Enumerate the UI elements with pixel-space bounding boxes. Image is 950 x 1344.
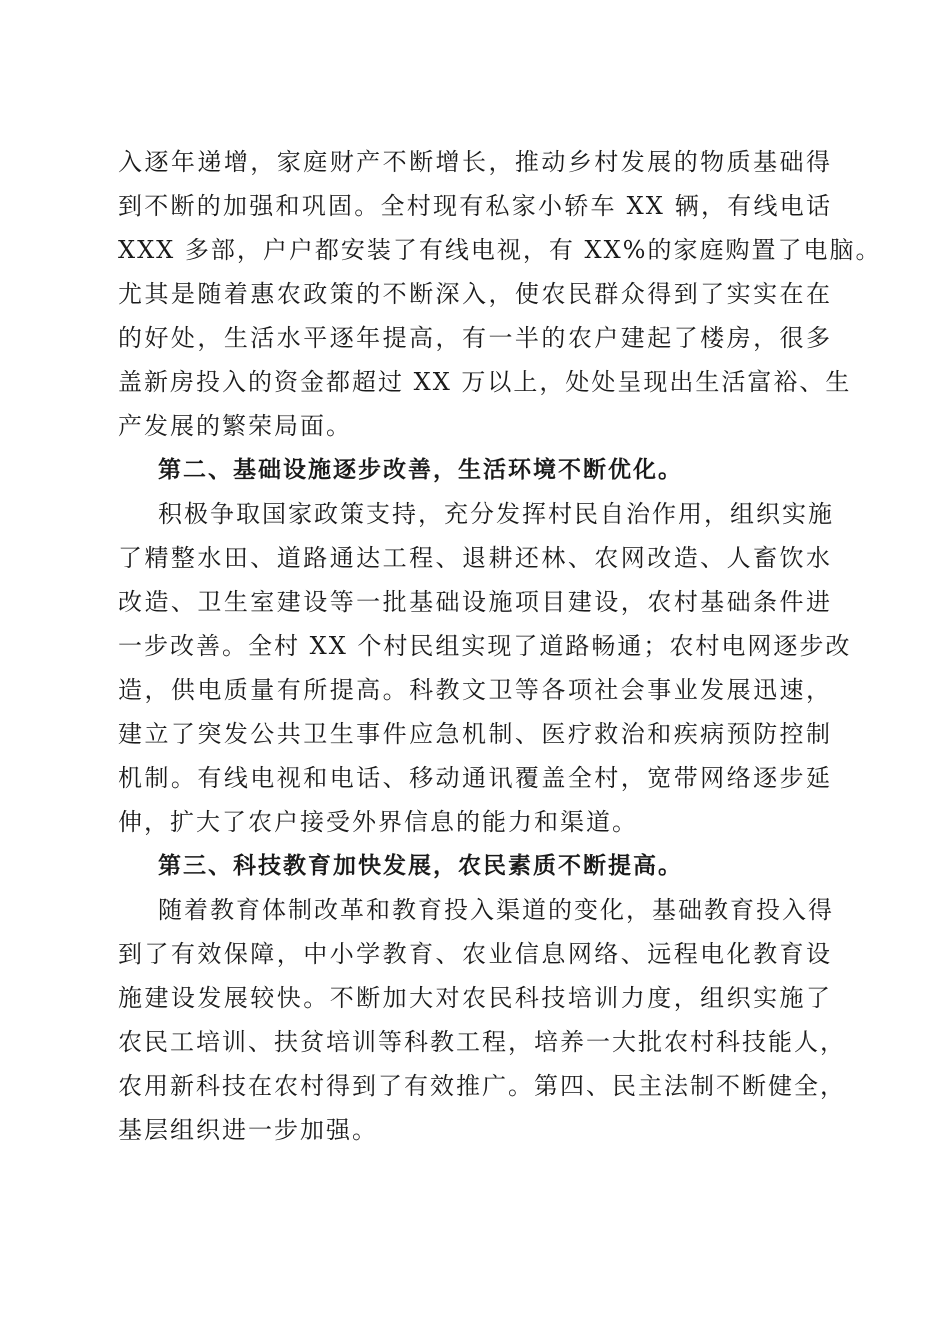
paragraph-line: 基层组织进一步加强。 xyxy=(118,1116,378,1144)
paragraph-line: 入逐年递增，家庭财产不断增长，推动乡村发展的物质基础得 xyxy=(118,148,832,176)
paragraph-line: 一步改善。全村 XX 个村民组实现了道路畅通；农村电网逐步改 xyxy=(118,632,852,660)
paragraph-line: 造，供电质量有所提高。科教文卫等各项社会事业发展迅速， xyxy=(118,676,832,704)
paragraph-line: 到了有效保障，中小学教育、农业信息网络、远程电化教育设 xyxy=(118,940,832,968)
paragraph-line: 建立了突发公共卫生事件应急机制、医疗救治和疾病预防控制 xyxy=(118,720,832,748)
paragraph-line: 了精整水田、道路通达工程、退耕还林、农网改造、人畜饮水 xyxy=(118,544,832,572)
paragraph-line: XXX 多部，户户都安装了有线电视，有 XX%的家庭购置了电脑。 xyxy=(118,236,882,264)
paragraph-line: 农用新科技在农村得到了有效推广。第四、民主法制不断健全， xyxy=(118,1072,846,1100)
paragraph-line: 机制。有线电视和电话、移动通讯覆盖全村，宽带网络逐步延 xyxy=(118,764,832,792)
paragraph-line: 产发展的繁荣局面。 xyxy=(118,412,352,440)
section-heading-2: 第二、基础设施逐步改善，生活环境不断优化。 xyxy=(158,457,683,483)
paragraph-line: 农民工培训、扶贫培训等科教工程，培养一大批农村科技能人， xyxy=(118,1028,846,1056)
section-heading-3: 第三、科技教育加快发展，农民素质不断提高。 xyxy=(158,853,683,879)
paragraph-line: 的好处，生活水平逐年提高，有一半的农户建起了楼房，很多 xyxy=(118,324,832,352)
paragraph-line: 改造、卫生室建设等一批基础设施项目建设，农村基础条件进 xyxy=(118,588,832,616)
paragraph-line: 盖新房投入的资金都超过 XX 万以上，处处呈现出生活富裕、生 xyxy=(118,368,852,396)
paragraph-line: 随着教育体制改革和教育投入渠道的变化，基础教育投入得 xyxy=(158,896,834,924)
paragraph-line: 积极争取国家政策支持，充分发挥村民自治作用，组织实施 xyxy=(158,500,834,528)
paragraph-line: 到不断的加强和巩固。全村现有私家小轿车 XX 辆，有线电话 xyxy=(118,192,832,220)
paragraph-line: 伸，扩大了农户接受外界信息的能力和渠道。 xyxy=(118,808,638,836)
paragraph-line: 施建设发展较快。不断加大对农民科技培训力度，组织实施了 xyxy=(118,984,832,1012)
document-body xyxy=(118,140,882,1152)
paragraph-line: 尤其是随着惠农政策的不断深入，使农民群众得到了实实在在 xyxy=(118,280,832,308)
